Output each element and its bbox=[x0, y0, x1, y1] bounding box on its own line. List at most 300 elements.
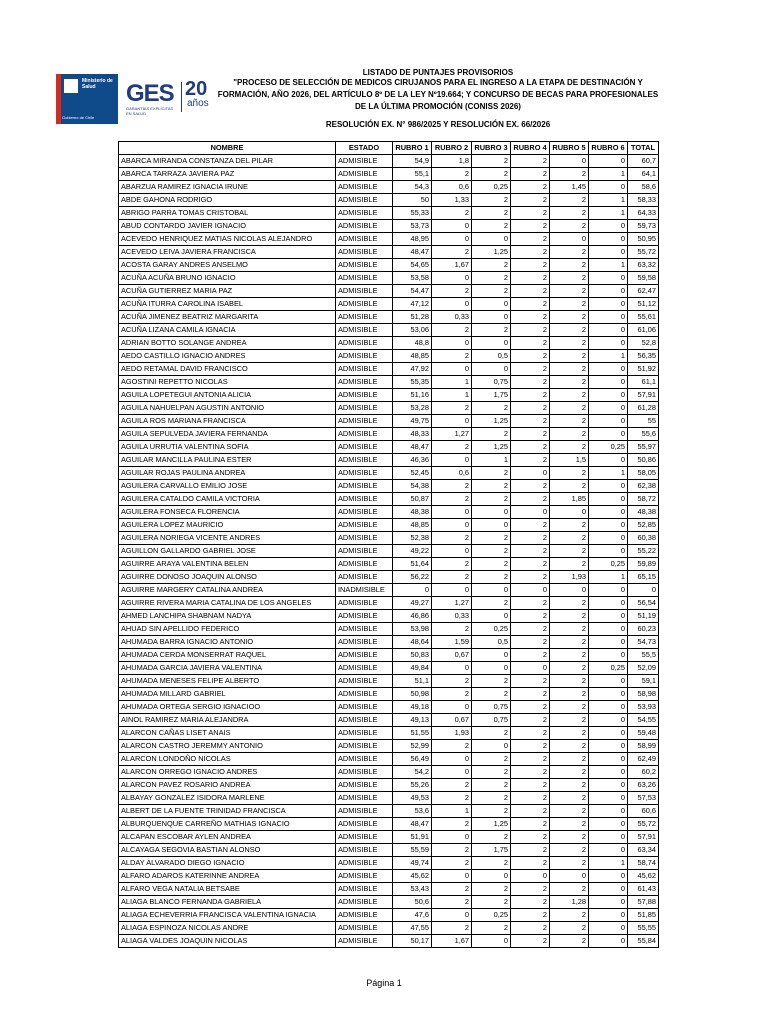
cell-rubro-1: 51,91 bbox=[393, 831, 432, 844]
cell-rubro-4: 2 bbox=[511, 324, 550, 337]
cell-total: 55 bbox=[628, 415, 659, 428]
table-row bbox=[119, 220, 659, 233]
cell-estado: ADMISIBLE bbox=[336, 675, 393, 688]
cell-rubro-2: 0 bbox=[432, 701, 472, 714]
cell-rubro-5: 2 bbox=[550, 714, 589, 727]
cell-rubro-5: 2 bbox=[550, 766, 589, 779]
table-row bbox=[119, 571, 659, 584]
cell-total: 55,5 bbox=[628, 649, 659, 662]
cell-rubro-4: 0 bbox=[511, 662, 550, 675]
cell-estado: ADMISIBLE bbox=[336, 545, 393, 558]
cell-nombre: AEDO RETAMAL DAVID FRANCISCO bbox=[119, 363, 336, 376]
cell-rubro-6: 0 bbox=[589, 246, 628, 259]
cell-nombre: AGUILA LOPETEGUI ANTONIA ALICIA bbox=[119, 389, 336, 402]
cell-rubro-1: 50 bbox=[393, 194, 432, 207]
cell-rubro-2: 2 bbox=[432, 740, 472, 753]
cell-estado: ADMISIBLE bbox=[336, 792, 393, 805]
cell-nombre: ALARCON CASTRO JEREMMY ANTONIO bbox=[119, 740, 336, 753]
cell-rubro-5: 2 bbox=[550, 363, 589, 376]
cell-total: 58,72 bbox=[628, 493, 659, 506]
cell-estado: ADMISIBLE bbox=[336, 285, 393, 298]
cell-rubro-6: 1 bbox=[589, 194, 628, 207]
cell-rubro-1: 51,55 bbox=[393, 727, 432, 740]
cell-total: 63,26 bbox=[628, 779, 659, 792]
cell-rubro-2: 0 bbox=[432, 454, 472, 467]
cell-rubro-6: 0 bbox=[589, 337, 628, 350]
cell-rubro-5: 2 bbox=[550, 441, 589, 454]
table-row bbox=[119, 896, 659, 909]
cell-rubro-5: 2 bbox=[550, 350, 589, 363]
table-row bbox=[119, 272, 659, 285]
cell-nombre: AGUILERA CATALDO CAMILA VICTORIA bbox=[119, 493, 336, 506]
cell-nombre: AGUILERA LOPEZ MAURICIO bbox=[119, 519, 336, 532]
cell-rubro-4: 2 bbox=[511, 441, 550, 454]
table-row bbox=[119, 805, 659, 818]
cell-rubro-2: 2 bbox=[432, 623, 472, 636]
cell-estado: ADMISIBLE bbox=[336, 896, 393, 909]
table-row bbox=[119, 168, 659, 181]
table-row bbox=[119, 714, 659, 727]
cell-nombre: AHUMADA BARRA IGNACIO ANTONIO bbox=[119, 636, 336, 649]
cell-rubro-6: 0 bbox=[589, 584, 628, 597]
cell-nombre: AEDO CASTILLO IGNACIO ANDRES bbox=[119, 350, 336, 363]
cell-rubro-3: 2 bbox=[472, 480, 511, 493]
cell-estado: ADMISIBLE bbox=[336, 233, 393, 246]
cell-total: 57,53 bbox=[628, 792, 659, 805]
cell-rubro-6: 0 bbox=[589, 220, 628, 233]
cell-rubro-3: 0 bbox=[472, 298, 511, 311]
cell-rubro-1: 47,92 bbox=[393, 363, 432, 376]
cell-rubro-3: 0,75 bbox=[472, 376, 511, 389]
cell-rubro-2: 1 bbox=[432, 376, 472, 389]
cell-total: 0 bbox=[628, 584, 659, 597]
cell-rubro-4: 2 bbox=[511, 597, 550, 610]
cell-nombre: ALFARO VEGA NATALIA BETSABE bbox=[119, 883, 336, 896]
cell-nombre: ALBAYAY GONZALEZ ISIDORA MARLENE bbox=[119, 792, 336, 805]
scores-table bbox=[118, 141, 659, 948]
cell-rubro-1: 53,43 bbox=[393, 883, 432, 896]
cell-rubro-2: 0 bbox=[432, 220, 472, 233]
cell-rubro-3: 1,25 bbox=[472, 441, 511, 454]
cell-total: 51,92 bbox=[628, 363, 659, 376]
cell-rubro-6: 0 bbox=[589, 870, 628, 883]
cell-rubro-4: 2 bbox=[511, 558, 550, 571]
cell-rubro-4: 2 bbox=[511, 623, 550, 636]
cell-rubro-6: 0 bbox=[589, 779, 628, 792]
logo-gobierno-text: Gobierno de Chile bbox=[62, 115, 95, 120]
cell-rubro-4: 2 bbox=[511, 233, 550, 246]
cell-rubro-3: 0,75 bbox=[472, 714, 511, 727]
cell-total: 54,73 bbox=[628, 636, 659, 649]
cell-total: 59,58 bbox=[628, 272, 659, 285]
cell-rubro-1: 56,22 bbox=[393, 571, 432, 584]
cell-rubro-1: 49,18 bbox=[393, 701, 432, 714]
cell-total: 61,1 bbox=[628, 376, 659, 389]
cell-rubro-3: 0 bbox=[472, 311, 511, 324]
cell-total: 60,6 bbox=[628, 805, 659, 818]
cell-rubro-4: 2 bbox=[511, 220, 550, 233]
cell-rubro-5: 2 bbox=[550, 753, 589, 766]
cell-rubro-1: 55,1 bbox=[393, 168, 432, 181]
cell-estado: ADMISIBLE bbox=[336, 831, 393, 844]
cell-rubro-3: 2 bbox=[472, 597, 511, 610]
cell-total: 64,33 bbox=[628, 207, 659, 220]
cell-rubro-3: 2 bbox=[472, 493, 511, 506]
cell-rubro-1: 48,64 bbox=[393, 636, 432, 649]
table-row bbox=[119, 649, 659, 662]
cell-rubro-2: 2 bbox=[432, 558, 472, 571]
cell-nombre: ABARCA MIRANDA CONSTANZA DEL PILAR bbox=[119, 155, 336, 168]
cell-rubro-2: 0 bbox=[432, 584, 472, 597]
cell-rubro-2: 1,67 bbox=[432, 259, 472, 272]
cell-rubro-2: 2 bbox=[432, 922, 472, 935]
cell-nombre: ADRIAN BOTTO SOLANGE ANDREA bbox=[119, 337, 336, 350]
table-row bbox=[119, 389, 659, 402]
cell-rubro-5: 2 bbox=[550, 688, 589, 701]
cell-rubro-4: 2 bbox=[511, 363, 550, 376]
cell-estado: ADMISIBLE bbox=[336, 337, 393, 350]
cell-rubro-5: 2 bbox=[550, 298, 589, 311]
cell-rubro-2: 2 bbox=[432, 779, 472, 792]
cell-rubro-1: 52,45 bbox=[393, 467, 432, 480]
cell-rubro-2: 2 bbox=[432, 675, 472, 688]
cell-estado: ADMISIBLE bbox=[336, 909, 393, 922]
cell-total: 58,05 bbox=[628, 467, 659, 480]
cell-rubro-3: 2 bbox=[472, 272, 511, 285]
cell-rubro-1: 50,87 bbox=[393, 493, 432, 506]
cell-rubro-5: 2 bbox=[550, 727, 589, 740]
cell-rubro-6: 0 bbox=[589, 766, 628, 779]
cell-rubro-6: 0 bbox=[589, 935, 628, 948]
cell-rubro-2: 2 bbox=[432, 883, 472, 896]
header-nombre: NOMBRE bbox=[119, 142, 336, 155]
cell-rubro-4: 2 bbox=[511, 532, 550, 545]
cell-rubro-5: 2 bbox=[550, 662, 589, 675]
cell-total: 50,95 bbox=[628, 233, 659, 246]
header-rubro-1: RUBRO 1 bbox=[393, 142, 432, 155]
cell-rubro-5: 2 bbox=[550, 337, 589, 350]
cell-rubro-5: 2 bbox=[550, 207, 589, 220]
cell-rubro-3: 2 bbox=[472, 779, 511, 792]
cell-estado: ADMISIBLE bbox=[336, 441, 393, 454]
cell-estado: ADMISIBLE bbox=[336, 207, 393, 220]
cell-rubro-4: 2 bbox=[511, 636, 550, 649]
logo-anniversary-number: 20 bbox=[185, 78, 208, 100]
cell-rubro-1: 51,16 bbox=[393, 389, 432, 402]
cell-rubro-3: 0 bbox=[472, 337, 511, 350]
cell-total: 55,22 bbox=[628, 545, 659, 558]
cell-rubro-2: 0 bbox=[432, 272, 472, 285]
cell-rubro-4: 2 bbox=[511, 246, 550, 259]
cell-rubro-6: 0 bbox=[589, 597, 628, 610]
cell-rubro-3: 2 bbox=[472, 259, 511, 272]
cell-nombre: ALCAYAGA SEGOVIA BASTIAN ALONSO bbox=[119, 844, 336, 857]
cell-rubro-4: 2 bbox=[511, 285, 550, 298]
cell-nombre: ACEVEDO LEIVA JAVIERA FRANCISCA bbox=[119, 246, 336, 259]
cell-rubro-5: 2 bbox=[550, 610, 589, 623]
header-rubro-3: RUBRO 3 bbox=[472, 142, 511, 155]
cell-rubro-5: 2 bbox=[550, 532, 589, 545]
cell-estado: ADMISIBLE bbox=[336, 636, 393, 649]
cell-rubro-4: 2 bbox=[511, 688, 550, 701]
cell-estado: ADMISIBLE bbox=[336, 597, 393, 610]
cell-rubro-5: 2 bbox=[550, 883, 589, 896]
cell-rubro-1: 47,6 bbox=[393, 909, 432, 922]
cell-rubro-6: 0 bbox=[589, 909, 628, 922]
cell-rubro-4: 2 bbox=[511, 207, 550, 220]
cell-nombre: ALARCON CAÑAS LISET ANAIS bbox=[119, 727, 336, 740]
cell-rubro-2: 0 bbox=[432, 233, 472, 246]
logo-red-bar bbox=[56, 74, 61, 124]
cell-rubro-3: 2 bbox=[472, 857, 511, 870]
cell-rubro-1: 49,75 bbox=[393, 415, 432, 428]
cell-rubro-3: 2 bbox=[472, 766, 511, 779]
cell-estado: ADMISIBLE bbox=[336, 571, 393, 584]
cell-rubro-4: 2 bbox=[511, 818, 550, 831]
cell-rubro-4: 0 bbox=[511, 870, 550, 883]
cell-rubro-3: 2 bbox=[472, 467, 511, 480]
cell-rubro-3: 0,5 bbox=[472, 350, 511, 363]
cell-rubro-1: 53,73 bbox=[393, 220, 432, 233]
cell-rubro-1: 54,65 bbox=[393, 259, 432, 272]
cell-nombre: ALIAGA ECHEVERRIA FRANCISCA VALENTINA IGNACIA bbox=[119, 909, 336, 922]
cell-nombre: AGUILAR ROJAS PAULINA ANDREA bbox=[119, 467, 336, 480]
cell-rubro-3: 2 bbox=[472, 558, 511, 571]
cell-rubro-6: 0 bbox=[589, 701, 628, 714]
cell-rubro-4: 2 bbox=[511, 428, 550, 441]
table-row bbox=[119, 701, 659, 714]
cell-rubro-2: 0 bbox=[432, 363, 472, 376]
cell-rubro-3: 0 bbox=[472, 233, 511, 246]
cell-rubro-5: 2 bbox=[550, 415, 589, 428]
cell-rubro-5: 1,85 bbox=[550, 493, 589, 506]
cell-rubro-6: 0 bbox=[589, 363, 628, 376]
table-row bbox=[119, 428, 659, 441]
cell-rubro-6: 1 bbox=[589, 259, 628, 272]
cell-rubro-5: 0 bbox=[550, 870, 589, 883]
cell-nombre: AHUAD SIN APELLIDO FEDERICO bbox=[119, 623, 336, 636]
cell-rubro-1: 50,17 bbox=[393, 935, 432, 948]
cell-rubro-6: 0 bbox=[589, 610, 628, 623]
header-total: TOTAL bbox=[628, 142, 659, 155]
cell-rubro-1: 51,64 bbox=[393, 558, 432, 571]
header-rubro-6: RUBRO 6 bbox=[589, 142, 628, 155]
cell-rubro-3: 2 bbox=[472, 688, 511, 701]
cell-total: 59,1 bbox=[628, 675, 659, 688]
cell-nombre: AGUIRRE MARGERY CATALINA ANDREA bbox=[119, 584, 336, 597]
cell-rubro-4: 2 bbox=[511, 194, 550, 207]
cell-estado: ADMISIBLE bbox=[336, 779, 393, 792]
cell-rubro-1: 47,55 bbox=[393, 922, 432, 935]
cell-total: 58,99 bbox=[628, 740, 659, 753]
cell-nombre: AGUILERA NORIEGA VICENTE ANDRES bbox=[119, 532, 336, 545]
cell-estado: ADMISIBLE bbox=[336, 688, 393, 701]
cell-rubro-5: 2 bbox=[550, 324, 589, 337]
table-row bbox=[119, 259, 659, 272]
cell-total: 57,91 bbox=[628, 389, 659, 402]
cell-total: 63,32 bbox=[628, 259, 659, 272]
cell-nombre: ALBERT DE LA FUENTE TRINIDAD FRANCISCA bbox=[119, 805, 336, 818]
cell-nombre: ACUÑA ACUÑA BRUNO IGNACIO bbox=[119, 272, 336, 285]
cell-estado: ADMISIBLE bbox=[336, 506, 393, 519]
cell-rubro-4: 2 bbox=[511, 311, 550, 324]
cell-rubro-4: 2 bbox=[511, 779, 550, 792]
table-row bbox=[119, 870, 659, 883]
cell-rubro-2: 2 bbox=[432, 441, 472, 454]
cell-rubro-5: 0 bbox=[550, 155, 589, 168]
cell-rubro-4: 2 bbox=[511, 766, 550, 779]
cell-rubro-5: 2 bbox=[550, 597, 589, 610]
cell-total: 55,72 bbox=[628, 246, 659, 259]
cell-estado: ADMISIBLE bbox=[336, 714, 393, 727]
cell-total: 56,54 bbox=[628, 597, 659, 610]
table-row bbox=[119, 181, 659, 194]
table-row bbox=[119, 766, 659, 779]
cell-rubro-3: 2 bbox=[472, 753, 511, 766]
cell-rubro-2: 0,33 bbox=[432, 610, 472, 623]
cell-estado: ADMISIBLE bbox=[336, 740, 393, 753]
header-rubro-4: RUBRO 4 bbox=[511, 142, 550, 155]
logo-separator bbox=[181, 82, 182, 112]
cell-rubro-5: 2 bbox=[550, 935, 589, 948]
cell-rubro-6: 0 bbox=[589, 922, 628, 935]
cell-rubro-1: 49,13 bbox=[393, 714, 432, 727]
cell-total: 55,97 bbox=[628, 441, 659, 454]
cell-total: 48,38 bbox=[628, 506, 659, 519]
cell-rubro-3: 0,25 bbox=[472, 623, 511, 636]
cell-nombre: AHUMADA MILLARD GABRIEL bbox=[119, 688, 336, 701]
cell-rubro-6: 0 bbox=[589, 285, 628, 298]
cell-total: 61,06 bbox=[628, 324, 659, 337]
cell-rubro-4: 2 bbox=[511, 909, 550, 922]
cell-rubro-3: 0 bbox=[472, 662, 511, 675]
cell-total: 61,28 bbox=[628, 402, 659, 415]
cell-estado: ADMISIBLE bbox=[336, 857, 393, 870]
header-rubro-5: RUBRO 5 bbox=[550, 142, 589, 155]
cell-rubro-6: 0 bbox=[589, 545, 628, 558]
cell-rubro-5: 1,5 bbox=[550, 454, 589, 467]
cell-rubro-4: 2 bbox=[511, 272, 550, 285]
cell-rubro-6: 0 bbox=[589, 740, 628, 753]
cell-rubro-2: 2 bbox=[432, 285, 472, 298]
cell-rubro-2: 2 bbox=[432, 688, 472, 701]
cell-rubro-2: 0 bbox=[432, 662, 472, 675]
table-row bbox=[119, 883, 659, 896]
cell-rubro-5: 2 bbox=[550, 402, 589, 415]
cell-rubro-6: 0 bbox=[589, 532, 628, 545]
cell-rubro-1: 54,2 bbox=[393, 766, 432, 779]
cell-rubro-2: 0 bbox=[432, 415, 472, 428]
cell-rubro-1: 46,86 bbox=[393, 610, 432, 623]
cell-total: 58,98 bbox=[628, 688, 659, 701]
table-row bbox=[119, 311, 659, 324]
table-row bbox=[119, 285, 659, 298]
cell-rubro-6: 0 bbox=[589, 428, 628, 441]
cell-rubro-3: 0 bbox=[472, 649, 511, 662]
cell-estado: ADMISIBLE bbox=[336, 467, 393, 480]
resolution-line: RESOLUCIÓN EX. N° 986/2025 Y RESOLUCIÓN EX. 66/2026 bbox=[325, 120, 551, 129]
cell-rubro-2: 2 bbox=[432, 246, 472, 259]
table-row bbox=[119, 935, 659, 948]
cell-estado: ADMISIBLE bbox=[336, 324, 393, 337]
table-row bbox=[119, 376, 659, 389]
cell-rubro-4: 2 bbox=[511, 545, 550, 558]
cell-nombre: ABARCA TARRAZA JAVIERA PAZ bbox=[119, 168, 336, 181]
cell-estado: ADMISIBLE bbox=[336, 298, 393, 311]
cell-nombre: ALIAGA VALDES JOAQUIN NICOLAS bbox=[119, 935, 336, 948]
cell-rubro-1: 48,38 bbox=[393, 506, 432, 519]
cell-total: 64,1 bbox=[628, 168, 659, 181]
table-row bbox=[119, 194, 659, 207]
cell-rubro-3: 2 bbox=[472, 831, 511, 844]
cell-rubro-6: 0 bbox=[589, 389, 628, 402]
table-row bbox=[119, 519, 659, 532]
cell-estado: ADMISIBLE bbox=[336, 220, 393, 233]
table-row bbox=[119, 454, 659, 467]
cell-rubro-4: 2 bbox=[511, 935, 550, 948]
cell-total: 52,85 bbox=[628, 519, 659, 532]
cell-rubro-4: 2 bbox=[511, 454, 550, 467]
cell-rubro-1: 53,28 bbox=[393, 402, 432, 415]
cell-estado: ADMISIBLE bbox=[336, 259, 393, 272]
cell-total: 58,74 bbox=[628, 857, 659, 870]
cell-rubro-4: 2 bbox=[511, 181, 550, 194]
cell-rubro-2: 0 bbox=[432, 545, 472, 558]
cell-rubro-2: 2 bbox=[432, 350, 472, 363]
table-row bbox=[119, 350, 659, 363]
table-row bbox=[119, 493, 659, 506]
cell-rubro-4: 2 bbox=[511, 831, 550, 844]
cell-rubro-3: 2 bbox=[472, 428, 511, 441]
cell-nombre: ABRIGO PARRA TOMAS CRISTOBAL bbox=[119, 207, 336, 220]
table-row bbox=[119, 207, 659, 220]
cell-nombre: AGUIRRE DONOSO JOAQUIN ALONSO bbox=[119, 571, 336, 584]
cell-nombre: ALBURQUENQUE CARREÑO MATHIAS IGNACIO bbox=[119, 818, 336, 831]
cell-nombre: ABARZUA RAMIREZ IGNACIA IRUNE bbox=[119, 181, 336, 194]
cell-rubro-1: 55,35 bbox=[393, 376, 432, 389]
table-row bbox=[119, 623, 659, 636]
cell-rubro-2: 2 bbox=[432, 324, 472, 337]
cell-rubro-3: 1,25 bbox=[472, 415, 511, 428]
cell-nombre: ALCAPAN ESCOBAR AYLEN ANDREA bbox=[119, 831, 336, 844]
cell-rubro-2: 1,8 bbox=[432, 155, 472, 168]
cell-nombre: AGUILERA CARVALLO EMILIO JOSE bbox=[119, 480, 336, 493]
cell-rubro-5: 2 bbox=[550, 844, 589, 857]
table-row bbox=[119, 610, 659, 623]
table-row bbox=[119, 675, 659, 688]
cell-total: 62,49 bbox=[628, 753, 659, 766]
cell-rubro-3: 1,75 bbox=[472, 389, 511, 402]
cell-rubro-5: 2 bbox=[550, 623, 589, 636]
cell-rubro-5: 2 bbox=[550, 922, 589, 935]
cell-nombre: ALARCON ORREGO IGNACIO ANDRES bbox=[119, 766, 336, 779]
cell-rubro-6: 0 bbox=[589, 298, 628, 311]
table-row bbox=[119, 506, 659, 519]
cell-rubro-4: 2 bbox=[511, 883, 550, 896]
table-header-row bbox=[119, 142, 659, 155]
cell-nombre: AHUMADA ORTEGA SERGIO IGNACIOO bbox=[119, 701, 336, 714]
cell-rubro-1: 51,1 bbox=[393, 675, 432, 688]
cell-total: 55,61 bbox=[628, 311, 659, 324]
cell-rubro-5: 2 bbox=[550, 259, 589, 272]
cell-rubro-6: 0 bbox=[589, 155, 628, 168]
cell-total: 60,23 bbox=[628, 623, 659, 636]
cell-rubro-3: 2 bbox=[472, 883, 511, 896]
cell-estado: ADMISIBLE bbox=[336, 402, 393, 415]
cell-rubro-4: 0 bbox=[511, 506, 550, 519]
cell-estado: ADMISIBLE bbox=[336, 922, 393, 935]
logo-ministerio-text: Ministerio de Salud bbox=[82, 78, 113, 90]
